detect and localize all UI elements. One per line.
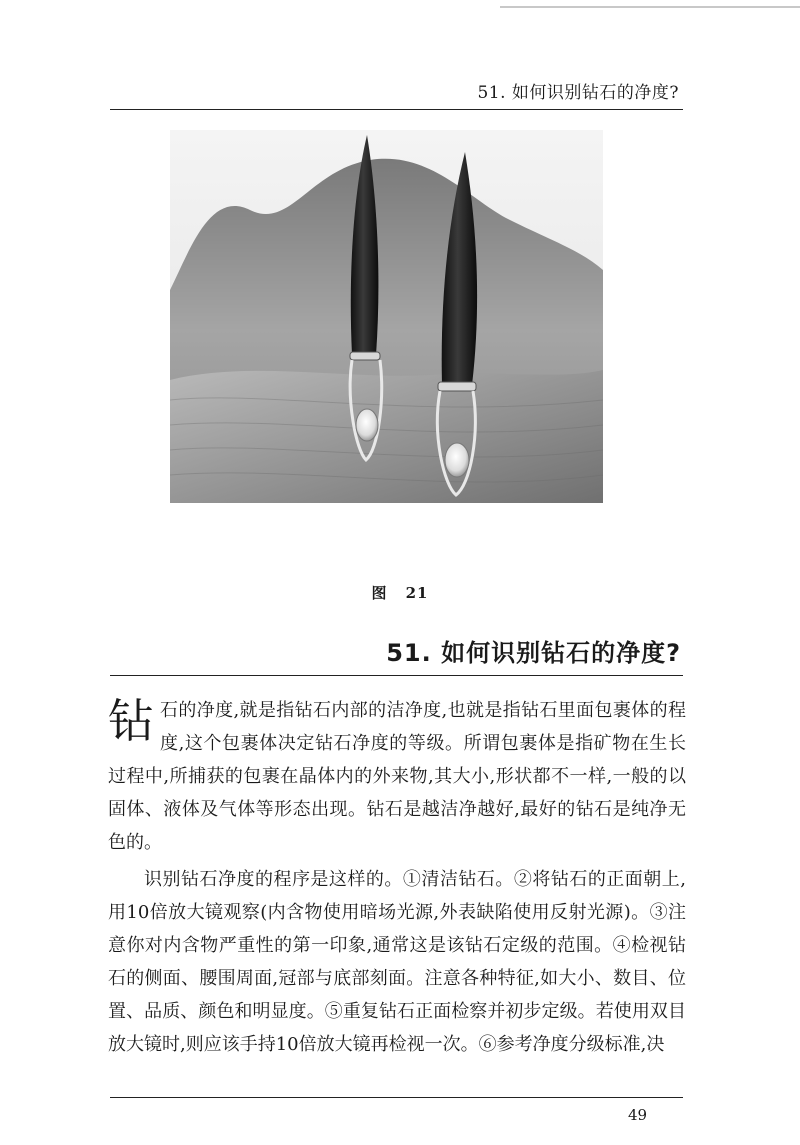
- scan-edge-line: [500, 6, 800, 8]
- figure-caption: [0, 582, 800, 603]
- body-text: [108, 694, 686, 1061]
- sand-dune-front: [170, 370, 603, 503]
- pendant-illustration: [170, 130, 603, 503]
- paragraph-1: [108, 694, 686, 859]
- paragraph-1-text: 石的净度,就是指钻石内部的洁净度,也就是指钻石里面包裹体的程度,这个包裹体决定钻石净度的等级。所谓包裹体是指矿物在生长过程中,所捕获的包裹在晶体内的外来物,其大小,形状都不一样,一般的以固体、液体及气体等形态出现。钻石是越洁净越好,最好的钻石是纯净无色的。: [108, 700, 686, 853]
- section-title: 51. 如何识别钻石的净度?: [386, 639, 681, 667]
- figure-photo: [170, 130, 603, 503]
- paragraph-2: 识别钻石净度的程序是这样的。①清洁钻石。②将钻石的正面朝上,用10倍放大镜观察(内含物使用暗场光源,外表缺陷使用反射光源)。③注意你对内含物严重性的第一印象,通常这是该钻石定级的范围。④检视钻石的侧面、腰围周面,冠部与底部刻面。注意各种特征,如大小、数目、位置、品质、颜色和明显度。⑤重复钻石正面检察并初步定级。若使用双目放大镜时,则应该手持10倍放大镜再检视一次。⑥参考净度分级标准,决: [108, 869, 686, 1055]
- figure-label: 图: [371, 584, 388, 602]
- page-number: 49: [628, 1106, 648, 1124]
- title-rule: [110, 675, 683, 676]
- header-rule: [110, 109, 683, 110]
- running-header: 51. 如何识别钻石的净度?: [477, 83, 679, 103]
- drop-cap: 钻: [108, 694, 154, 748]
- footer-rule: [110, 1097, 683, 1098]
- figure-number: 21: [405, 584, 429, 602]
